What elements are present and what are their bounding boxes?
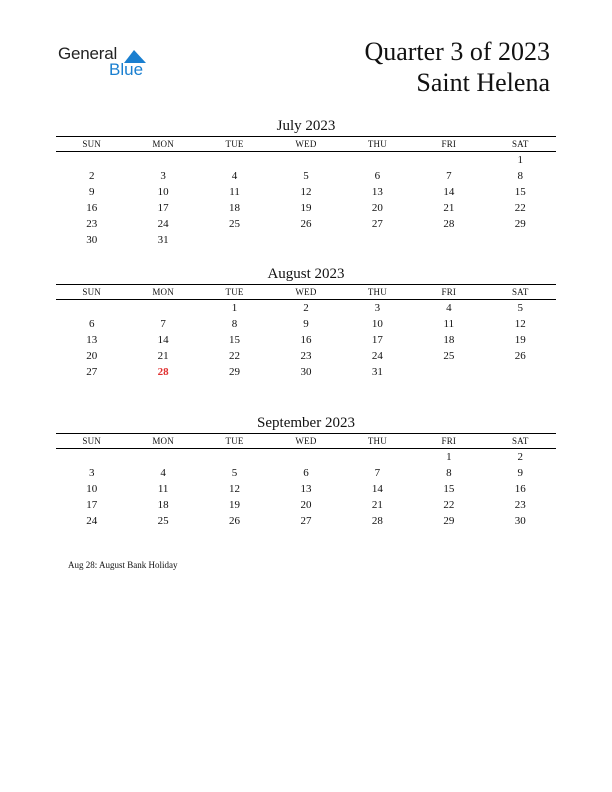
weekday-header-row <box>56 285 556 300</box>
day-cell: 29 <box>443 515 455 527</box>
weekday-label-sun: SUN <box>82 139 102 149</box>
day-cell <box>342 232 413 248</box>
week-row <box>56 232 556 248</box>
day-cell: 22 <box>514 202 526 214</box>
day-cell: 25 <box>229 218 241 230</box>
day-cell: 2 <box>517 451 523 463</box>
day-cell: 31 <box>371 366 383 378</box>
day-cell: 5 <box>231 467 238 479</box>
day-cell: 5 <box>517 302 523 314</box>
day-cell: 21 <box>157 350 169 362</box>
weekday-label-fri: FRI <box>441 436 457 446</box>
day-cell <box>485 364 556 380</box>
day-cell <box>56 152 127 168</box>
day-cell: 7 <box>446 170 452 182</box>
week-row <box>56 364 556 380</box>
title-country: Saint Helena <box>416 68 550 97</box>
day-cell: 17 <box>157 202 169 214</box>
week-row <box>56 465 556 481</box>
weekday-label-wed: WED <box>295 436 317 446</box>
day-cell: 1 <box>446 451 452 463</box>
weekday-label-sat: SAT <box>511 287 529 297</box>
day-cell: 24 <box>86 515 98 527</box>
day-cell: 18 <box>157 499 169 511</box>
day-cell <box>413 232 484 248</box>
day-cell: 30 <box>86 234 98 246</box>
day-cell: 24 <box>157 218 169 230</box>
day-cell: 18 <box>229 202 241 214</box>
day-cell: 8 <box>446 467 452 479</box>
day-cell: 4 <box>231 170 238 182</box>
weeks-grid <box>56 300 556 380</box>
day-cell <box>270 152 341 168</box>
day-cell: 1 <box>517 154 523 166</box>
page-title <box>364 36 550 98</box>
day-cell: 23 <box>86 218 98 230</box>
logo-text-blue: Blue <box>109 60 144 79</box>
month-calendar-august <box>56 264 556 380</box>
day-cell <box>127 449 198 465</box>
day-cell: 3 <box>88 467 95 479</box>
day-cell: 13 <box>300 483 312 495</box>
day-cell <box>342 449 413 465</box>
day-cell: 7 <box>160 318 166 330</box>
day-cell <box>199 152 270 168</box>
day-cell: 15 <box>229 334 241 346</box>
week-row <box>56 332 556 348</box>
week-row <box>56 152 556 168</box>
day-cell: 20 <box>300 499 312 511</box>
day-cell: 30 <box>514 515 526 527</box>
weekday-label-tue: TUE <box>225 436 244 446</box>
day-cell: 15 <box>514 186 526 198</box>
weekday-label-mon: MON <box>152 287 174 297</box>
day-cell <box>270 232 341 248</box>
day-cell: 12 <box>229 483 241 495</box>
weekday-label-sat: SAT <box>511 139 529 149</box>
day-cell: 12 <box>300 186 312 198</box>
day-cell <box>413 152 484 168</box>
day-cell: 9 <box>88 186 95 198</box>
day-cell: 16 <box>86 202 98 214</box>
week-row <box>56 300 556 316</box>
month-calendar-july <box>56 116 556 248</box>
day-cell <box>127 300 198 316</box>
day-cell: 29 <box>229 366 241 378</box>
weekday-label-sun: SUN <box>82 287 102 297</box>
day-cell: 4 <box>446 302 452 314</box>
day-cell: 13 <box>371 186 383 198</box>
week-row <box>56 184 556 200</box>
day-cell: 4 <box>160 467 166 479</box>
weekday-label-sat: SAT <box>511 436 529 446</box>
day-cell: 14 <box>443 186 455 198</box>
day-cell: 28 <box>443 218 455 230</box>
day-cell: 19 <box>300 202 312 214</box>
weekday-label-fri: FRI <box>441 139 457 149</box>
weekday-label-sun: SUN <box>82 436 102 446</box>
day-cell: 13 <box>86 334 98 346</box>
day-cell: 9 <box>517 467 523 479</box>
day-cell: 8 <box>231 318 238 330</box>
month-calendar-september <box>56 413 556 529</box>
day-cell: 10 <box>157 186 169 198</box>
day-cell: 3 <box>374 302 381 314</box>
day-cell: 11 <box>443 318 455 330</box>
generalblue-logo <box>58 44 158 84</box>
day-cell: 6 <box>88 318 95 330</box>
day-cell: 21 <box>371 499 383 511</box>
day-cell: 27 <box>371 218 383 230</box>
week-row <box>56 168 556 184</box>
day-cell: 19 <box>514 334 526 346</box>
day-cell <box>342 152 413 168</box>
day-cell: 19 <box>229 499 241 511</box>
day-cell <box>199 449 270 465</box>
day-cell: 16 <box>514 483 526 495</box>
weekday-label-fri: FRI <box>441 287 457 297</box>
day-cell: 26 <box>229 515 241 527</box>
day-cell <box>270 449 341 465</box>
weekday-header-row <box>56 434 556 449</box>
day-cell: 27 <box>300 515 312 527</box>
day-cell: 20 <box>371 202 383 214</box>
day-cell: 16 <box>300 334 312 346</box>
week-row <box>56 348 556 364</box>
day-cell: 22 <box>229 350 241 362</box>
day-cell: 11 <box>157 483 169 495</box>
weekday-header-row <box>56 137 556 152</box>
logo-text-general: General <box>58 44 118 63</box>
day-cell: 12 <box>514 318 526 330</box>
day-cell: 14 <box>157 334 169 346</box>
day-cell: 29 <box>514 218 526 230</box>
day-cell: 20 <box>86 350 98 362</box>
day-cell: 11 <box>229 186 240 198</box>
weekday-label-thu: THU <box>367 436 387 446</box>
day-cell <box>199 232 270 248</box>
day-cell: 6 <box>374 170 381 182</box>
weekday-label-mon: MON <box>152 436 174 446</box>
day-cell: 23 <box>514 499 526 511</box>
day-cell: 8 <box>517 170 523 182</box>
weekday-label-mon: MON <box>152 139 174 149</box>
day-cell: 2 <box>88 170 95 182</box>
day-cell <box>413 364 484 380</box>
weekday-label-thu: THU <box>367 287 387 297</box>
day-cell <box>485 232 556 248</box>
week-row <box>56 449 556 465</box>
week-row <box>56 216 556 232</box>
day-cell: 3 <box>160 170 166 182</box>
weeks-grid <box>56 449 556 529</box>
weekday-label-tue: TUE <box>225 139 244 149</box>
day-cell: 30 <box>300 366 312 378</box>
week-row <box>56 497 556 513</box>
weekday-label-wed: WED <box>295 287 317 297</box>
day-cell: 17 <box>371 334 383 346</box>
day-cell-holiday: 28 <box>157 366 169 378</box>
month-title: July 2023 <box>276 118 336 134</box>
day-cell: 6 <box>303 467 309 479</box>
day-cell: 10 <box>371 318 383 330</box>
holiday-note: Aug 28: August Bank Holiday <box>68 560 178 570</box>
day-cell: 27 <box>86 366 98 378</box>
day-cell: 26 <box>514 350 526 362</box>
day-cell: 9 <box>303 318 309 330</box>
day-cell <box>127 152 198 168</box>
week-row <box>56 200 556 216</box>
weekday-label-tue: TUE <box>225 287 244 297</box>
day-cell: 18 <box>443 334 455 346</box>
title-quarter: Quarter 3 of 2023 <box>364 37 550 66</box>
day-cell: 10 <box>86 483 98 495</box>
day-cell: 1 <box>231 302 238 314</box>
day-cell: 17 <box>86 499 98 511</box>
weekday-label-wed: WED <box>295 139 317 149</box>
day-cell <box>56 449 127 465</box>
day-cell: 21 <box>443 202 455 214</box>
week-row <box>56 316 556 332</box>
day-cell: 7 <box>374 467 381 479</box>
day-cell: 15 <box>443 483 455 495</box>
weekday-label-thu: THU <box>367 139 387 149</box>
day-cell: 2 <box>303 302 309 314</box>
day-cell: 23 <box>300 350 312 362</box>
day-cell: 25 <box>443 350 455 362</box>
day-cell <box>56 300 127 316</box>
weeks-grid <box>56 152 556 248</box>
day-cell: 25 <box>157 515 169 527</box>
day-cell: 5 <box>303 170 309 182</box>
day-cell: 14 <box>371 483 383 495</box>
day-cell: 26 <box>300 218 312 230</box>
month-title: September 2023 <box>257 415 355 431</box>
month-title: August 2023 <box>267 266 345 282</box>
day-cell: 28 <box>371 515 383 527</box>
day-cell: 31 <box>157 234 169 246</box>
day-cell: 22 <box>443 499 455 511</box>
week-row <box>56 513 556 529</box>
day-cell: 24 <box>371 350 383 362</box>
week-row <box>56 481 556 497</box>
